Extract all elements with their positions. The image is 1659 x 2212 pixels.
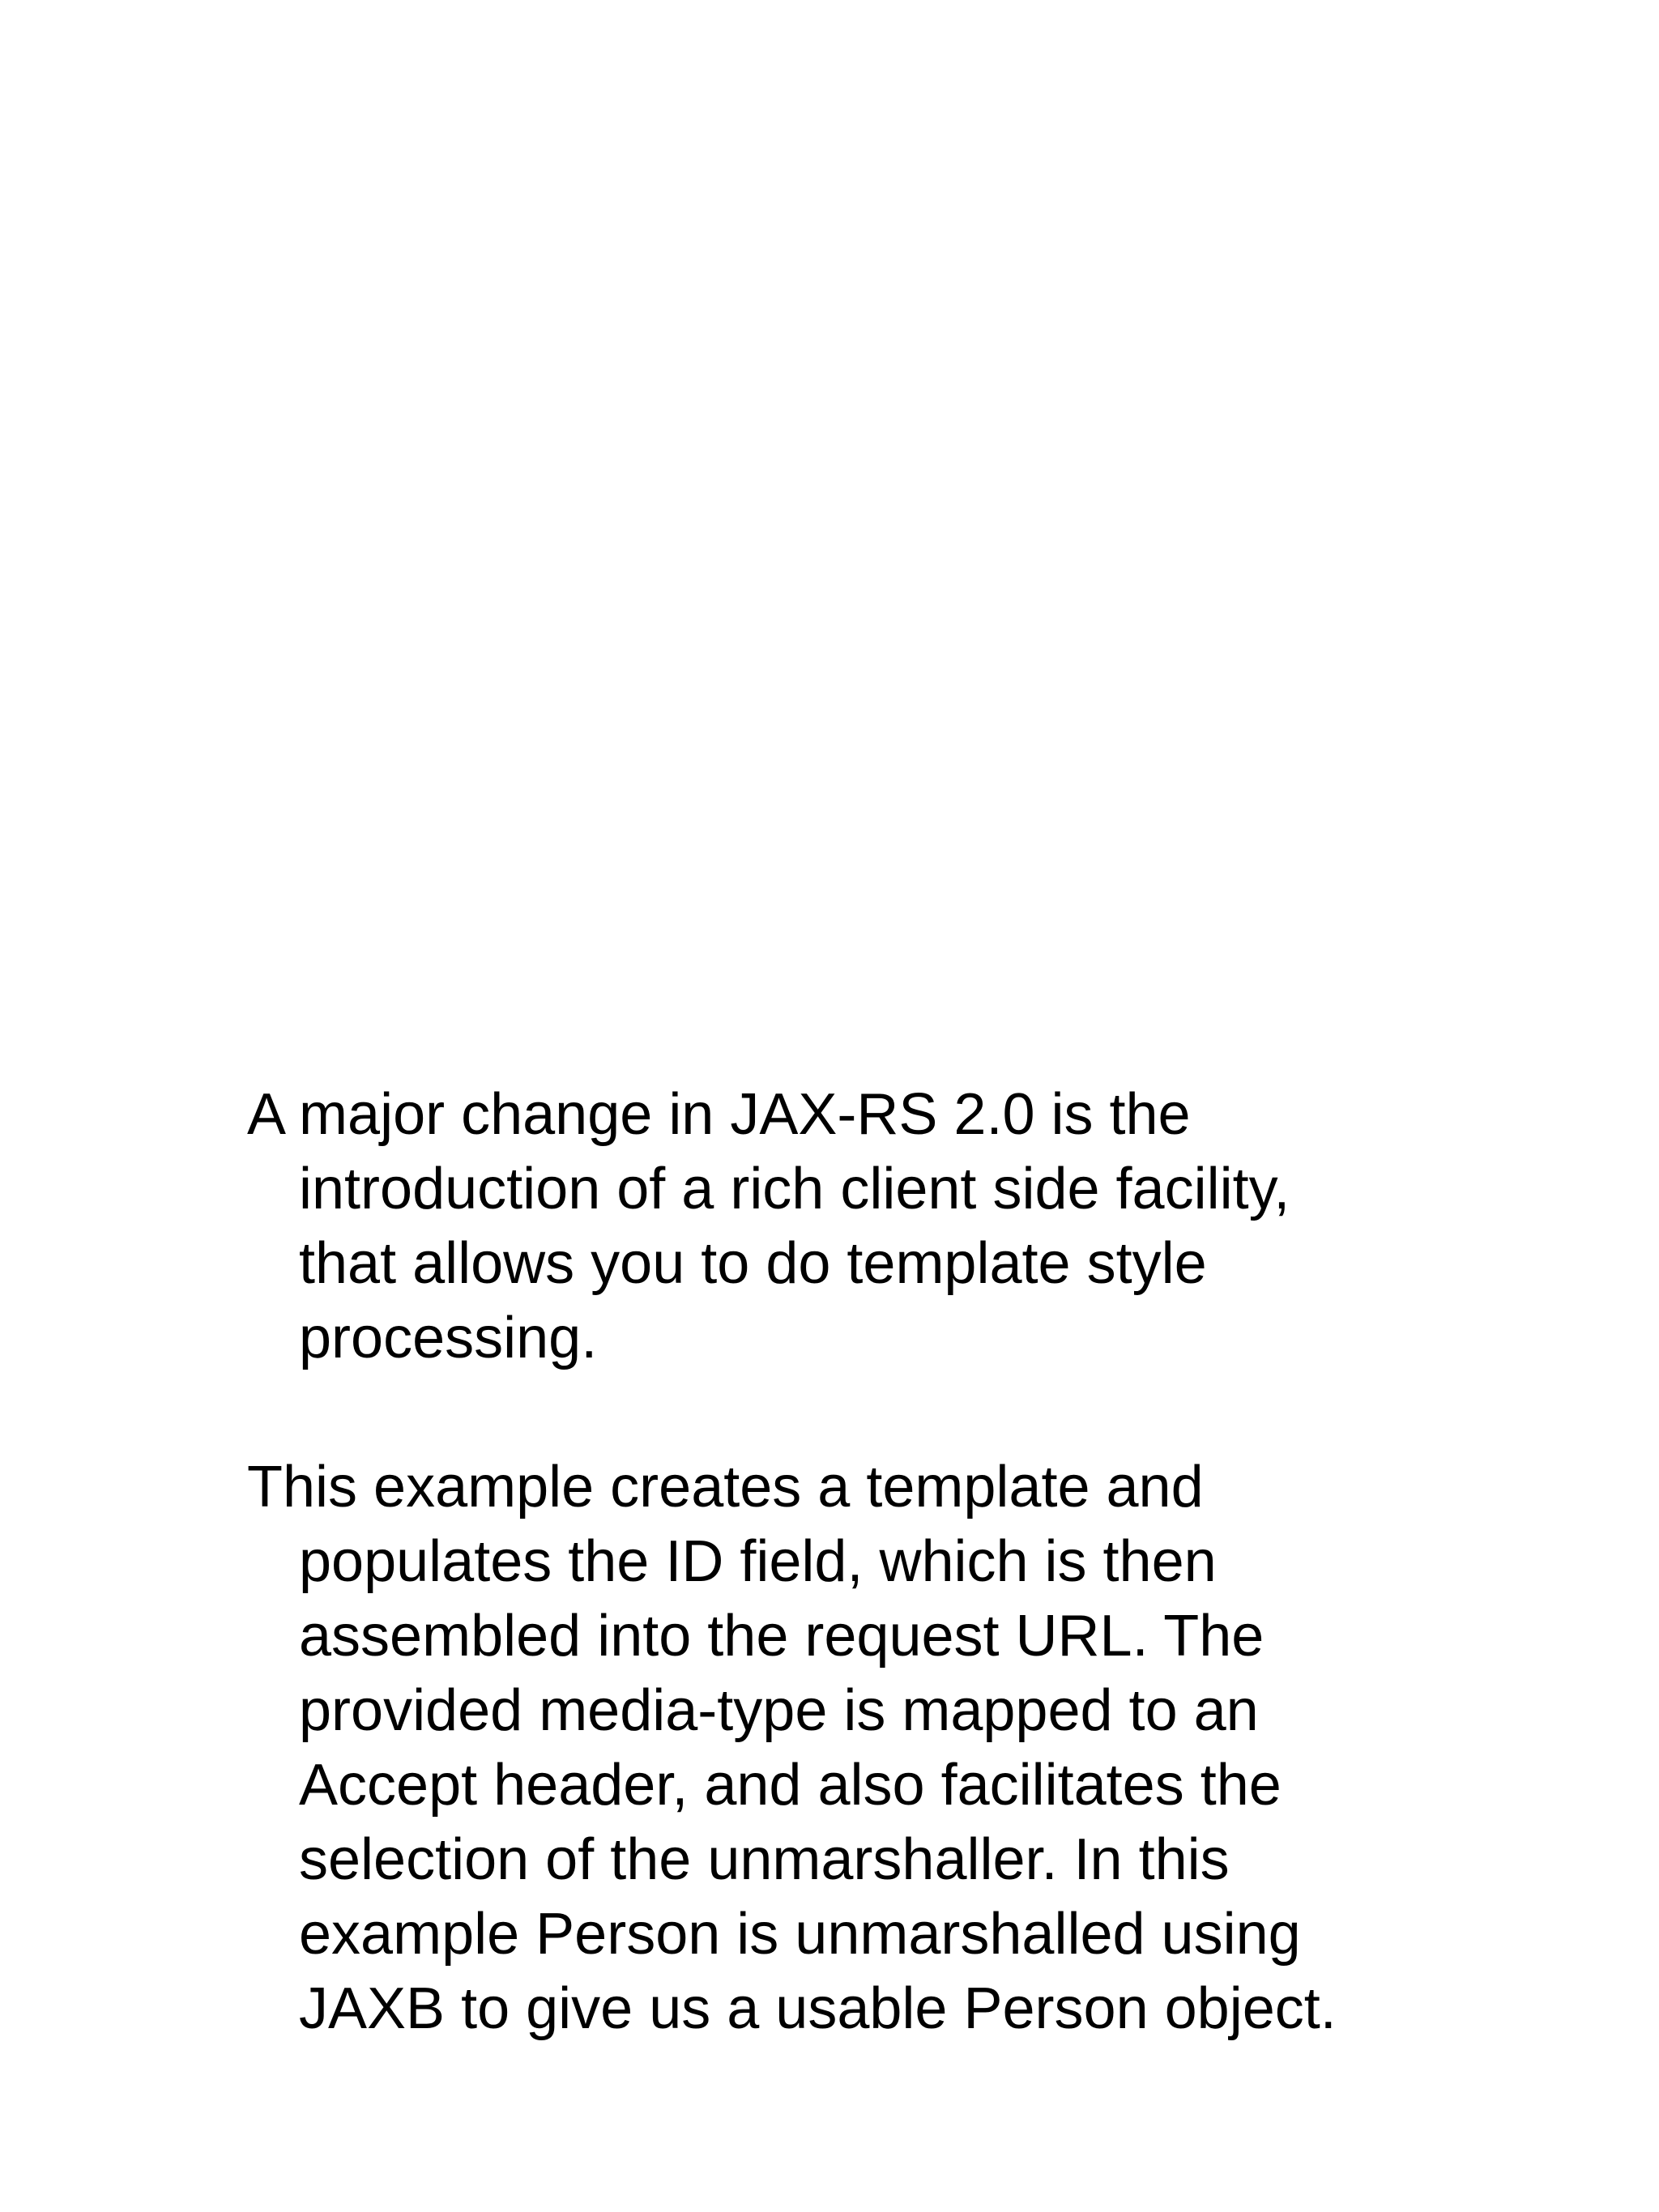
paragraph-jax-rs-client-intro: A major change in JAX-RS 2.0 is the introduction of a rich client side facility, that allows you to do template style processing. [247, 1082, 1290, 1370]
notes-text-block [247, 1077, 1486, 2046]
paragraph-template-example: This example creates a template and populates the ID field, which is then assembled into the request URL. The provided media-type is mapped to an Accept header, and also facilitates the selection of the unmarshaller. In this example Person is unmarshalled using JAXB to give us a usable Person object. [247, 1455, 1337, 2041]
